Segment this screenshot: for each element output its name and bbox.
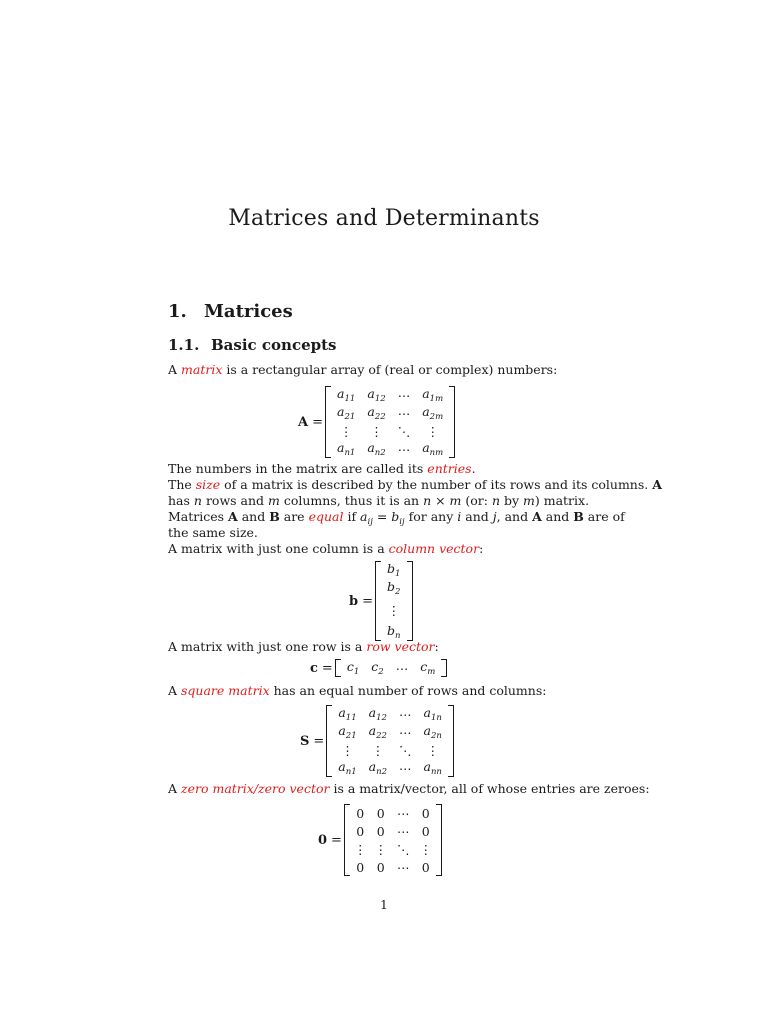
- subsection-number: 1.1.: [168, 336, 200, 354]
- zero-matrix: 0 0 ⋯ 0 0 0 ⋯ 0 ⋮ ⋮ ⋱ ⋮ 0 0 ⋯ 0: [344, 804, 442, 876]
- vector-c-equation: c = $c_1$ $c_2$ ⋯ $c_m$: [310, 659, 447, 677]
- subsection-title: Basic concepts: [211, 336, 337, 354]
- zero-matrix-sentence: A zero matrix/zero vector is a matrix/vector, all of whose entries are zeroes:: [168, 781, 650, 796]
- subsection-heading: [168, 336, 336, 354]
- vector-b-equation: b = $b_1$ $b_2$ ⋮ $b_n$: [349, 561, 413, 641]
- term-equal: equal: [308, 509, 344, 524]
- entries-sentence: The numbers in the matrix are called its entries.: [168, 461, 476, 476]
- term-size: size: [195, 477, 221, 492]
- vector-b-label: b: [349, 593, 359, 609]
- page-title: Matrices and Determinants: [228, 206, 540, 231]
- vector-c-label: c: [310, 660, 318, 676]
- zero-matrix-equation: 0 = 0 0 ⋯ 0 0 0 ⋯ 0 ⋮ ⋮ ⋱ ⋮ 0 0 ⋯ 0: [318, 804, 442, 876]
- square-matrix-sentence: A square matrix has an equal number of rows and columns:: [168, 683, 547, 698]
- page-number: 1: [380, 898, 388, 912]
- term-entries: entries: [427, 461, 472, 476]
- term-row-vector: row vector: [366, 639, 435, 654]
- matrix-s-label: S: [300, 733, 310, 749]
- term-column-vector: column vector: [388, 541, 480, 556]
- matrix-definition: A matrix is a rectangular array of (real or complex) numbers:: [168, 362, 558, 377]
- zero-matrix-label: 0: [318, 832, 328, 848]
- size-sentence-1: The size of a matrix is described by the number of its rows and its columns. A: [168, 477, 662, 492]
- term-zero-matrix: zero matrix/zero vector: [181, 781, 330, 796]
- section-heading: [168, 301, 293, 322]
- matrix-a: $a_{11}$ $a_{12}$ ⋯ $a_{1m}$ $a_{21}$ $a_{22}$ ⋯ $a_{2m}$ ⋮ ⋮ ⋱ ⋮ $a_{n1}$ $a_{n2}$ ⋯ $a_{nm}$: [325, 386, 455, 458]
- vector-b: $b_1$ $b_2$ ⋮ $b_n$: [375, 561, 413, 641]
- row-vector-sentence: A matrix with just one row is a row vector:: [168, 639, 439, 654]
- equal-sentence-2: the same size.: [168, 525, 258, 540]
- matrix-s: $a_{11}$ $a_{12}$ ⋯ $a_{1n}$ $a_{21}$ $a_{22}$ ⋯ $a_{2n}$ ⋮ ⋮ ⋱ ⋮ $a_{n1}$ $a_{n2}$ ⋯ $a_{nn}$: [326, 705, 454, 777]
- term-square-matrix: square matrix: [181, 683, 270, 698]
- term-matrix: matrix: [181, 362, 223, 377]
- size-sentence-2: has n rows and m columns, thus it is an n × m (or: n by m) matrix.: [168, 493, 590, 508]
- matrix-a-label: A: [298, 414, 309, 430]
- matrix-s-equation: S = $a_{11}$ $a_{12}$ ⋯ $a_{1n}$ $a_{21}$ $a_{22}$ ⋯ $a_{2n}$ ⋮ ⋮ ⋱ ⋮ $a_{n1}$ $a_{n2}$ ⋯ $a_{nn}$: [300, 705, 454, 777]
- section-title: Matrices: [204, 301, 293, 322]
- equal-sentence-1: Matrices A and B are equal if $a_{ij} = b_{ij}$ for any i and j, and A and B are of: [168, 509, 625, 527]
- section-number: 1.: [168, 301, 187, 322]
- column-vector-sentence: A matrix with just one column is a column vector:: [168, 541, 484, 556]
- vector-c: $c_1$ $c_2$ ⋯ $c_m$: [335, 659, 447, 677]
- matrix-a-equation: A = $a_{11}$ $a_{12}$ ⋯ $a_{1m}$ $a_{21}$ $a_{22}$ ⋯ $a_{2m}$ ⋮ ⋮ ⋱ ⋮ $a_{n1}$ $a_{n2}$ ⋯ $a_{nm}$: [298, 386, 455, 458]
